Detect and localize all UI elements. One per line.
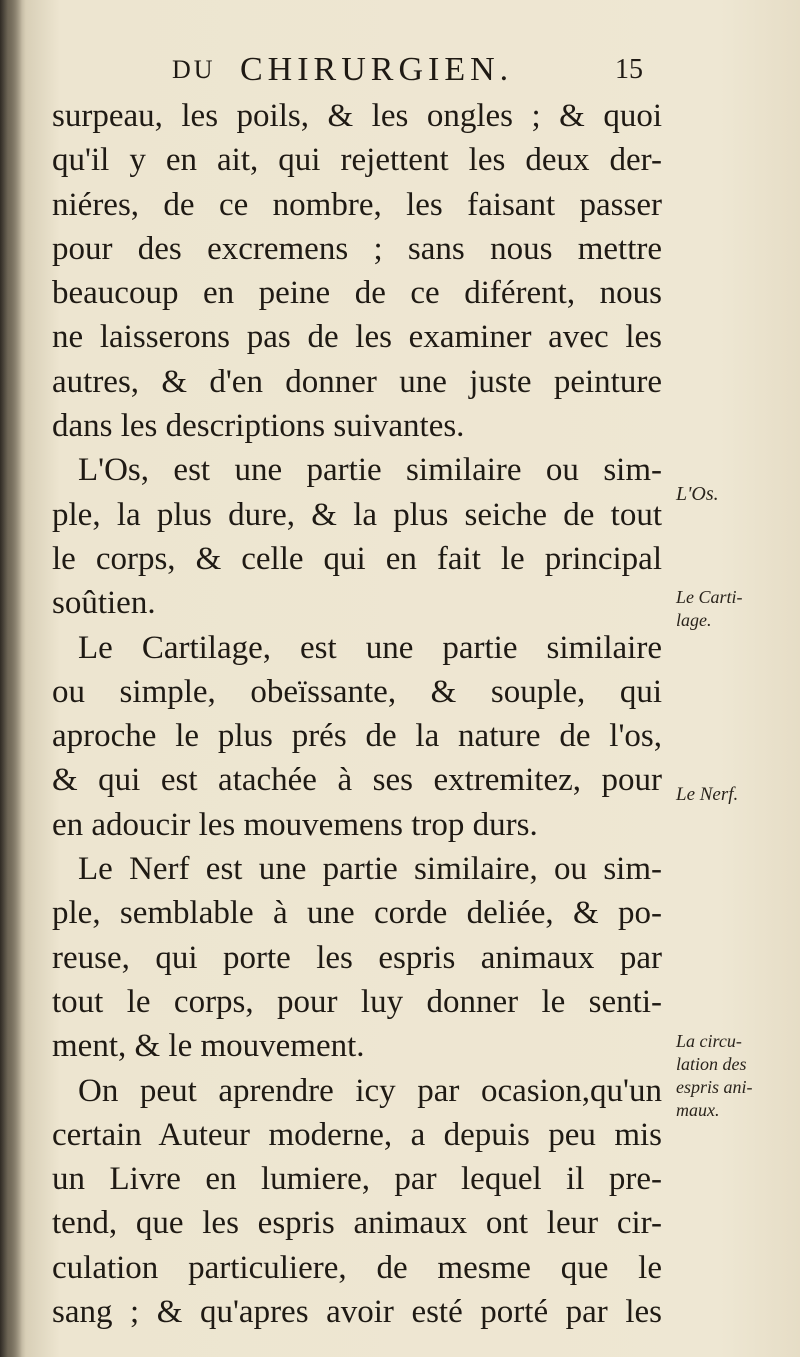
text-line: reuse, qui porte les espris animaux par — [52, 939, 662, 976]
body-text — [52, 94, 662, 1334]
margin-note-cartilage — [676, 586, 796, 632]
running-head — [60, 50, 660, 90]
text-line: ne laisserons pas de les examiner avec les — [52, 319, 662, 356]
text-line: surpeau, les poils, & les ongles ; & quoi — [52, 98, 662, 134]
margin-note-line: La circu- — [676, 1031, 742, 1051]
margin-note-line: Le Carti- — [676, 587, 743, 607]
margin-note-nerf — [676, 783, 796, 806]
margin-note-line: Le Nerf. — [676, 784, 739, 805]
text-line: Le Cartilage, est une partie similaire — [78, 629, 662, 666]
text-line: ple, semblable à une corde deliée, & po- — [52, 895, 662, 932]
text-line: tend, que les espris animaux ont leur cir- — [52, 1205, 662, 1242]
text-line: sang ; & qu'apres avoir esté porté par les — [52, 1294, 662, 1331]
text-line: qu'il y en ait, qui rejettent les deux der- — [52, 142, 662, 179]
text-line: autres, & d'en donner une juste peinture — [52, 363, 662, 400]
text-line: Le Nerf est une partie similaire, ou sim- — [78, 851, 662, 888]
margin-note-line: lage. — [676, 610, 712, 630]
page-number: 15 — [615, 54, 643, 85]
binding-shadow — [0, 0, 22, 1357]
running-head-title: CHIRURGIEN. — [240, 51, 514, 88]
margin-note-line: lation des — [676, 1054, 747, 1074]
margin-note-line: maux. — [676, 1100, 720, 1120]
margin-note-line: espris ani- — [676, 1077, 753, 1097]
text-line: pour des excremens ; sans nous mettre — [52, 230, 662, 267]
text-line: beaucoup en peine de ce diférent, nous — [52, 275, 662, 312]
text-line: certain Auteur moderne, a depuis peu mis — [52, 1116, 662, 1153]
text-line: le corps, & celle qui en fait le principal — [52, 540, 662, 577]
margin-note-circulation — [676, 1030, 796, 1122]
text-line: en adoucir les mouvemens trop durs. — [52, 806, 538, 843]
margin-note-os — [676, 483, 796, 506]
text-line: ou simple, obeïssante, & souple, qui — [52, 673, 662, 710]
text-line: ple, la plus dure, & la plus seiche de tout — [52, 496, 662, 533]
text-line: L'Os, est une partie similaire ou sim- — [78, 452, 662, 489]
running-head-prefix: DU — [172, 55, 216, 84]
text-line: ment, & le mouvement. — [52, 1028, 365, 1065]
text-line: soûtien. — [52, 585, 156, 622]
margin-note-line: L'Os. — [676, 483, 719, 505]
text-line: aproche le plus prés de la nature de l'os, — [52, 718, 662, 755]
text-line: dans les descriptions suivantes. — [52, 408, 465, 445]
text-line: & qui est atachée à ses extremitez, pour — [52, 762, 662, 799]
text-line: niéres, de ce nombre, les faisant passer — [52, 186, 662, 223]
text-line: tout le corps, pour luy donner le senti- — [52, 983, 662, 1020]
text-line: culation particuliere, de mesme que le — [52, 1249, 662, 1286]
text-line: On peut aprendre icy par ocasion,qu'un — [78, 1072, 662, 1109]
text-line: un Livre en lumiere, par lequel il pre- — [52, 1161, 662, 1198]
